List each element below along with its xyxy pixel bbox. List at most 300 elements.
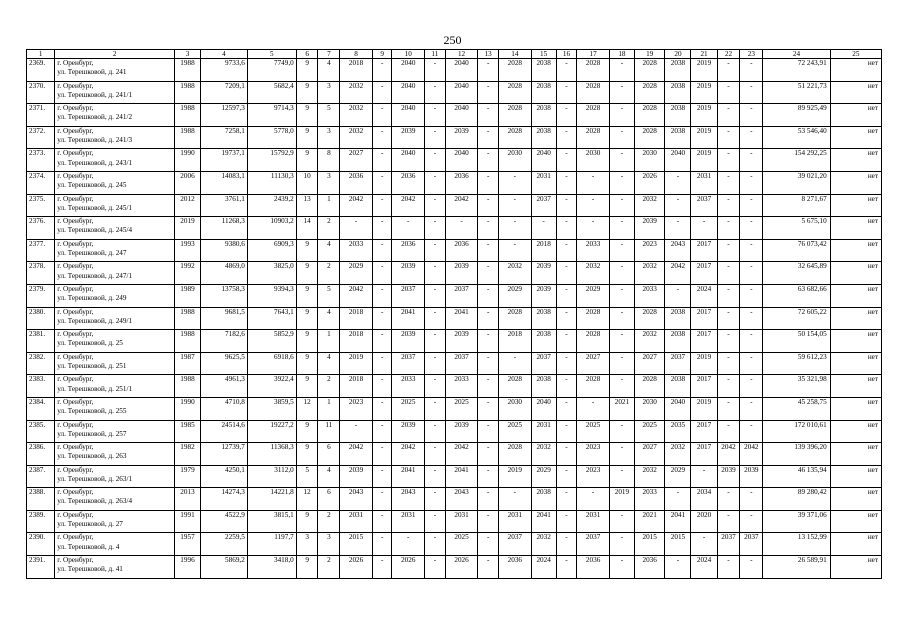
address-street: ул. Терешковой, д. 249/1 (57, 316, 133, 325)
table-cell: 76 073,42 (763, 239, 830, 262)
table-cell: - (478, 104, 499, 127)
table-cell: 5778,0 (247, 126, 296, 149)
table-cell: 3112,0 (247, 465, 296, 488)
table-cell: - (717, 488, 740, 511)
table-cell: 2019 (691, 59, 717, 82)
table-cell: 2041 (665, 510, 691, 533)
table-cell: 24514,6 (201, 420, 248, 443)
table-cell: нет (830, 284, 881, 307)
table-cell: 2017 (691, 330, 717, 353)
table-cell: 5682,4 (247, 81, 296, 104)
table-cell: 39 021,20 (763, 171, 830, 194)
table-cell: 2033 (392, 375, 425, 398)
table-cell: 2038 (531, 488, 556, 511)
table-cell: - (740, 330, 763, 353)
table-cell: 11368,3 (247, 443, 296, 466)
table-cell: 2039 (740, 465, 763, 488)
table-cell: 9 (296, 375, 318, 398)
table-cell: 2028 (634, 104, 664, 127)
table-cell: 35 321,98 (763, 375, 830, 398)
table-cell: нет (830, 59, 881, 82)
table-cell: 2033 (577, 239, 610, 262)
table-cell: нет (830, 239, 881, 262)
table-cell: 9 (296, 443, 318, 466)
table-cell: - (740, 262, 763, 285)
table-cell: - (609, 81, 634, 104)
table-cell: - (665, 488, 691, 511)
column-header: 3 (174, 50, 200, 59)
address-city: г. Оренбург, (57, 307, 94, 316)
table-cell: - (556, 330, 577, 353)
table-cell: 9380,6 (201, 239, 248, 262)
table-cell: 2035 (665, 420, 691, 443)
table-cell: - (609, 171, 634, 194)
table-cell: - (372, 126, 392, 149)
table-cell: нет (830, 352, 881, 375)
table-cell: 2030 (499, 397, 532, 420)
address-street: ул. Терешковой, д. 257 (57, 429, 127, 438)
table-cell: 2029 (340, 262, 373, 285)
table-cell: нет (830, 420, 881, 443)
table-cell: 2019 (499, 465, 532, 488)
table-cell: 2039 (392, 126, 425, 149)
table-cell: 9733,6 (201, 59, 248, 82)
table-cell: - (577, 194, 610, 217)
address-city: г. Оренбург, (57, 284, 94, 293)
table-cell: 2029 (531, 465, 556, 488)
table-cell: - (478, 284, 499, 307)
column-header: 7 (318, 50, 340, 59)
table-cell: 2042 (340, 194, 373, 217)
table-cell: - (665, 284, 691, 307)
table-cell: 2029 (665, 465, 691, 488)
table-cell: 2017 (691, 420, 717, 443)
table-cell: - (740, 149, 763, 172)
table-cell: - (478, 488, 499, 511)
address-cell (55, 126, 175, 149)
table-cell: 9 (296, 307, 318, 330)
table-cell: 1988 (174, 59, 200, 82)
table-cell: 26 589,91 (763, 556, 830, 579)
table-row (27, 330, 882, 353)
address-city: г. Оренбург, (57, 443, 94, 452)
table-cell: 2 (318, 262, 340, 285)
table-cell: 2038 (531, 59, 556, 82)
table-cell: 2021 (609, 397, 634, 420)
table-cell: 2043 (392, 488, 425, 511)
table-cell: 53 546,40 (763, 126, 830, 149)
column-header: 21 (691, 50, 717, 59)
table-cell: 2041 (445, 465, 478, 488)
address-cell (55, 397, 175, 420)
table-cell: 2038 (665, 81, 691, 104)
table-cell: - (425, 443, 446, 466)
address-street: ул. Терешковой, д. 251 (57, 361, 127, 370)
table-cell: 3 (318, 533, 340, 556)
table-row (27, 307, 882, 330)
table-cell: 139 396,20 (763, 443, 830, 466)
row-number: 2378. (27, 262, 55, 285)
table-cell: 2042 (340, 284, 373, 307)
address-street: ул. Терешковой, д. 41 (57, 565, 123, 574)
table-cell: 51 221,73 (763, 81, 830, 104)
table-cell: - (478, 443, 499, 466)
table-cell: - (372, 488, 392, 511)
address-cell (55, 149, 175, 172)
table-cell: - (740, 194, 763, 217)
table-cell: - (478, 510, 499, 533)
table-cell: 2032 (634, 194, 664, 217)
register-table (26, 49, 882, 579)
table-cell: - (425, 81, 446, 104)
table-cell: 2040 (445, 81, 478, 104)
address-cell (55, 352, 175, 375)
table-cell: - (556, 217, 577, 240)
table-cell: - (609, 194, 634, 217)
table-cell: 2039 (717, 465, 740, 488)
table-cell: 2031 (445, 510, 478, 533)
table-cell: 1988 (174, 375, 200, 398)
address-cell (55, 510, 175, 533)
table-cell: - (372, 81, 392, 104)
table-cell: - (740, 171, 763, 194)
table-row (27, 420, 882, 443)
column-header: 19 (634, 50, 664, 59)
table-row (27, 217, 882, 240)
address-city: г. Оренбург, (57, 556, 94, 565)
table-cell: - (372, 217, 392, 240)
table-cell: 2013 (174, 488, 200, 511)
table-cell: - (577, 488, 610, 511)
table-cell: 2019 (340, 352, 373, 375)
table-cell: 4 (318, 307, 340, 330)
table-cell: 89 280,42 (763, 488, 830, 511)
table-cell: 1987 (174, 352, 200, 375)
address-cell (55, 104, 175, 127)
table-cell: - (665, 171, 691, 194)
table-cell: 2036 (577, 556, 610, 579)
table-cell: - (556, 533, 577, 556)
table-row (27, 59, 882, 82)
table-cell: 45 258,75 (763, 397, 830, 420)
table-cell: - (556, 284, 577, 307)
table-cell: 3859,5 (247, 397, 296, 420)
table-cell: 1990 (174, 149, 200, 172)
table-cell: 2 (318, 556, 340, 579)
table-cell: - (609, 556, 634, 579)
table-cell: 2032 (634, 330, 664, 353)
table-cell: 2038 (531, 126, 556, 149)
table-cell: 2031 (531, 171, 556, 194)
table-cell: 2019 (691, 104, 717, 127)
table-cell: - (556, 510, 577, 533)
table-cell: 2040 (445, 59, 478, 82)
table-cell: 2036 (392, 239, 425, 262)
table-cell: 3418,0 (247, 556, 296, 579)
table-cell: 2031 (340, 510, 373, 533)
table-cell: - (609, 330, 634, 353)
table-cell: - (425, 420, 446, 443)
table-cell: 2028 (499, 104, 532, 127)
table-cell: 2032 (665, 443, 691, 466)
table-cell: нет (830, 307, 881, 330)
address-street: ул. Терешковой, д. 251/1 (57, 384, 133, 393)
table-cell: 2038 (665, 126, 691, 149)
table-cell: 2030 (634, 397, 664, 420)
table-cell: 2040 (445, 104, 478, 127)
row-number: 2381. (27, 330, 55, 353)
table-cell: 2034 (691, 488, 717, 511)
table-cell: - (425, 352, 446, 375)
row-number: 2391. (27, 556, 55, 579)
table-cell: 3825,0 (247, 262, 296, 285)
table-cell: - (717, 171, 740, 194)
table-cell: - (609, 104, 634, 127)
table-cell: 2030 (634, 149, 664, 172)
table-cell: 11268,3 (201, 217, 248, 240)
table-cell: 2038 (665, 375, 691, 398)
table-cell: 3 (318, 126, 340, 149)
table-cell: - (499, 171, 532, 194)
table-cell: 2036 (445, 239, 478, 262)
table-cell: нет (830, 171, 881, 194)
table-cell: 6918,6 (247, 352, 296, 375)
table-cell: 2042 (445, 443, 478, 466)
address-street: ул. Терешковой, д. 263/4 (57, 497, 133, 506)
table-cell: 2032 (340, 104, 373, 127)
table-cell: 172 010,61 (763, 420, 830, 443)
table-cell: - (609, 352, 634, 375)
table-cell: - (499, 352, 532, 375)
table-cell: 2032 (340, 126, 373, 149)
table-cell: 2028 (634, 59, 664, 82)
table-cell: нет (830, 330, 881, 353)
table-cell: 1197,7 (247, 533, 296, 556)
table-cell: 2019 (691, 397, 717, 420)
table-cell: 4250,1 (201, 465, 248, 488)
table-cell: 1988 (174, 330, 200, 353)
table-cell: 72 605,22 (763, 307, 830, 330)
table-cell: 2037 (531, 352, 556, 375)
table-cell: - (577, 217, 610, 240)
table-cell: 2037 (445, 284, 478, 307)
table-row (27, 239, 882, 262)
table-cell: 2028 (499, 375, 532, 398)
table-cell: - (478, 59, 499, 82)
column-header: 10 (392, 50, 425, 59)
table-cell: - (717, 149, 740, 172)
table-cell: 2037 (445, 352, 478, 375)
table-cell: 2018 (499, 330, 532, 353)
table-cell: - (372, 352, 392, 375)
table-cell: 13758,3 (201, 284, 248, 307)
table-cell: 154 292,25 (763, 149, 830, 172)
table-cell: - (478, 81, 499, 104)
table-cell: - (425, 126, 446, 149)
address-street: ул. Терешковой, д. 243/1 (57, 158, 133, 167)
table-cell: 2040 (531, 149, 556, 172)
row-number: 2382. (27, 352, 55, 375)
row-number: 2386. (27, 443, 55, 466)
table-cell: - (478, 307, 499, 330)
column-header: 9 (372, 50, 392, 59)
table-cell: - (478, 239, 499, 262)
table-cell: 2025 (392, 397, 425, 420)
address-street: ул. Терешковой, д. 245 (57, 181, 127, 190)
table-cell: 2038 (665, 307, 691, 330)
column-header: 25 (830, 50, 881, 59)
table-cell: 2039 (392, 420, 425, 443)
table-cell: 2027 (577, 352, 610, 375)
table-cell: 9681,5 (201, 307, 248, 330)
table-cell: 1988 (174, 104, 200, 127)
table-cell: нет (830, 533, 881, 556)
table-cell: 2 (318, 375, 340, 398)
table-cell: 2028 (499, 307, 532, 330)
address-street: ул. Терешковой, д. 241/2 (57, 113, 133, 122)
table-cell: 8 271,67 (763, 194, 830, 217)
table-cell: - (717, 420, 740, 443)
table-cell: 2019 (691, 126, 717, 149)
table-cell: - (740, 126, 763, 149)
table-cell: 9 (296, 239, 318, 262)
table-cell: - (717, 194, 740, 217)
table-cell: - (425, 307, 446, 330)
table-cell: - (740, 420, 763, 443)
table-cell: - (499, 194, 532, 217)
address-city: г. Оренбург, (57, 104, 94, 113)
address-cell (55, 239, 175, 262)
table-cell: 2023 (577, 465, 610, 488)
table-cell: 2036 (340, 171, 373, 194)
table-row (27, 510, 882, 533)
table-cell: 5 (296, 465, 318, 488)
table-cell: - (445, 217, 478, 240)
address-cell (55, 443, 175, 466)
table-row (27, 556, 882, 579)
table-cell: 2028 (634, 81, 664, 104)
table-cell: - (665, 194, 691, 217)
address-city: г. Оренбург, (57, 533, 94, 542)
table-cell: 2023 (340, 397, 373, 420)
table-cell: 2042 (665, 262, 691, 285)
table-cell: 13 (296, 194, 318, 217)
table-cell: 2042 (445, 194, 478, 217)
table-cell: - (372, 307, 392, 330)
table-cell: 14083,1 (201, 171, 248, 194)
table-cell: 2018 (340, 59, 373, 82)
table-cell: 2039 (531, 262, 556, 285)
table-row (27, 81, 882, 104)
table-cell: - (717, 81, 740, 104)
table-cell: - (740, 510, 763, 533)
table-cell: 12739,7 (201, 443, 248, 466)
table-cell: - (740, 104, 763, 127)
table-cell: - (372, 397, 392, 420)
table-cell: - (499, 488, 532, 511)
table-cell: - (499, 217, 532, 240)
table-cell: - (717, 556, 740, 579)
table-cell: 5 (318, 284, 340, 307)
table-cell: 2030 (499, 149, 532, 172)
address-cell (55, 307, 175, 330)
table-cell: - (740, 307, 763, 330)
table-cell: 10 (296, 171, 318, 194)
table-cell: 2026 (340, 556, 373, 579)
table-cell: - (425, 465, 446, 488)
table-cell: 2041 (392, 465, 425, 488)
table-cell: - (609, 217, 634, 240)
table-row (27, 443, 882, 466)
table-cell: 2028 (577, 126, 610, 149)
row-number: 2390. (27, 533, 55, 556)
table-cell: 5852,9 (247, 330, 296, 353)
address-street: ул. Терешковой, д. 255 (57, 407, 127, 416)
table-cell: - (425, 217, 446, 240)
table-cell: - (691, 217, 717, 240)
page-number: 250 (443, 33, 462, 47)
table-cell: - (372, 533, 392, 556)
table-cell: - (556, 375, 577, 398)
table-cell: 2038 (665, 104, 691, 127)
table-cell: 2017 (691, 262, 717, 285)
table-cell: 2018 (340, 307, 373, 330)
table-cell: 2039 (445, 126, 478, 149)
table-cell: 4961,3 (201, 375, 248, 398)
table-cell: 2042 (392, 443, 425, 466)
table-cell: 2019 (609, 488, 634, 511)
table-cell: - (478, 420, 499, 443)
table-cell: 7182,6 (201, 330, 248, 353)
table-cell: нет (830, 104, 881, 127)
table-cell: - (425, 397, 446, 420)
table-cell: - (425, 171, 446, 194)
table-cell: 5869,2 (201, 556, 248, 579)
table-cell: - (478, 217, 499, 240)
table-cell: - (740, 375, 763, 398)
table-cell: 2019 (691, 352, 717, 375)
table-cell: 14 (296, 217, 318, 240)
table-row (27, 533, 882, 556)
table-cell: 2038 (531, 330, 556, 353)
row-number: 2369. (27, 59, 55, 82)
table-cell: - (717, 239, 740, 262)
table-row (27, 104, 882, 127)
table-cell: 32 645,89 (763, 262, 830, 285)
table-cell: 2024 (531, 556, 556, 579)
table-cell: - (425, 556, 446, 579)
table-cell: 4 (318, 239, 340, 262)
table-cell: - (717, 510, 740, 533)
table-cell: 2028 (577, 81, 610, 104)
table-cell: 12 (296, 397, 318, 420)
address-cell (55, 59, 175, 82)
table-cell: 1988 (174, 81, 200, 104)
table-cell: 2028 (634, 375, 664, 398)
table-cell: - (425, 149, 446, 172)
table-cell: 2028 (634, 307, 664, 330)
address-street: ул. Терешковой, д. 25 (57, 339, 123, 348)
table-cell: - (531, 217, 556, 240)
table-cell: - (556, 352, 577, 375)
table-cell: 2020 (691, 510, 717, 533)
table-cell: - (609, 443, 634, 466)
address-street: ул. Терешковой, д. 27 (57, 520, 123, 529)
address-cell (55, 465, 175, 488)
table-cell: 2038 (531, 81, 556, 104)
table-cell: 2039 (445, 330, 478, 353)
table-cell: 2029 (499, 284, 532, 307)
